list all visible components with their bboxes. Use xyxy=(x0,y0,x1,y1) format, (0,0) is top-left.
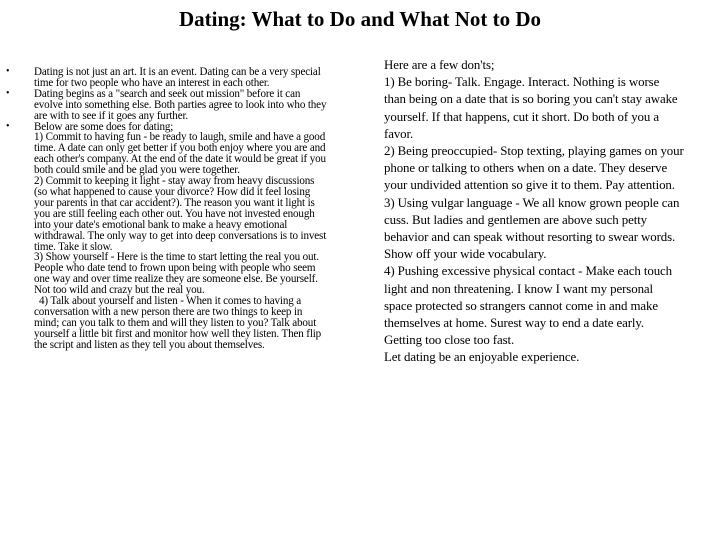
bullet-item xyxy=(6,89,328,122)
bullet-item xyxy=(6,67,328,89)
bullet-icon: • xyxy=(6,87,10,99)
closing-line: Let dating be an enjoyable experience. xyxy=(384,350,580,365)
do-item-talk-listen: 4) Talk about yourself and listen - When it comes to having a conversation with a new person there are two things to keep in mind; can you talk to them and will they listen to you? Talk about yourself a little bit first and monitor how well they listen. Then flip the script and listen as they tell you about themselves. xyxy=(34,295,322,351)
dont-item-boring: 1) Be boring- Talk. Engage. Interact. Nothing is worse than being on a date that is so boring you can't stay awake yourself. If that happens, cut it short. Do both of you a favor. xyxy=(384,75,678,141)
bullet-text: Dating begins as a "search and seek out mission" before it can evolve into something else. Both parties agree to look into who they are with to see if it goes any further. xyxy=(34,87,327,122)
do-item-show-yourself: 3) Show yourself - Here is the time to start letting the real you out. People who date tend to frown upon being with people who seem one way and over time realize they are someone else. Be yourself. Not too wild and crazy but the real you. xyxy=(34,251,319,297)
do-item-fun: 1) Commit to having fun - be ready to laugh, smile and have a good time. A date can only get better if you both enjoy where you are and each other's company. At the end of the date it would be great if you both could smile and be glad you were together. xyxy=(34,131,326,177)
dont-item-vulgar: 3) Using vulgar language - We all know grown people can cuss. But ladies and gentlemen are above such petty behavior and can speak without resorting to swear words. Show off your wide vocabulary. xyxy=(384,195,680,262)
bullet-item xyxy=(6,122,328,133)
dont-item-physical: 4) Pushing excessive physical contact - Make each touch light and non threatening. I know I want my personal space protected so strangers cannot come in and make themselves at home. Surest way to end a date early. Getting too close too fast. xyxy=(384,264,673,348)
slide-title: Dating: What to Do and What Not to Do xyxy=(178,7,542,31)
bullet-icon: • xyxy=(6,120,10,132)
bullet-icon: • xyxy=(6,66,10,77)
bullet-text: Below are some does for dating; xyxy=(34,120,174,133)
do-item-light: 2) Commit to keeping it light - stay away from heavy discussions (so what happened to cause your divorce? How did it feel losing your parents in that car accident?). The reason you want it light is you are still feeling each other out. You have not invested enough into your date's emotional bank to make a heavy emotional withdrawal. The only way to get into deep conversations is to invest time. Take it slow. xyxy=(34,175,327,253)
left-column xyxy=(6,67,328,351)
donts-intro: Here are a few don'ts; xyxy=(384,58,495,72)
right-column xyxy=(384,57,684,367)
bullet-text: Dating is not just an art. It is an event. Dating can be a very special time for two people who have an interest in each other. xyxy=(34,66,321,89)
dont-item-preoccupied: 2) Being preoccupied- Stop texting, playing games on your phone or talking to others when on a date. They deserve your undivided attention so give it to them. Pay attention. xyxy=(384,144,684,193)
